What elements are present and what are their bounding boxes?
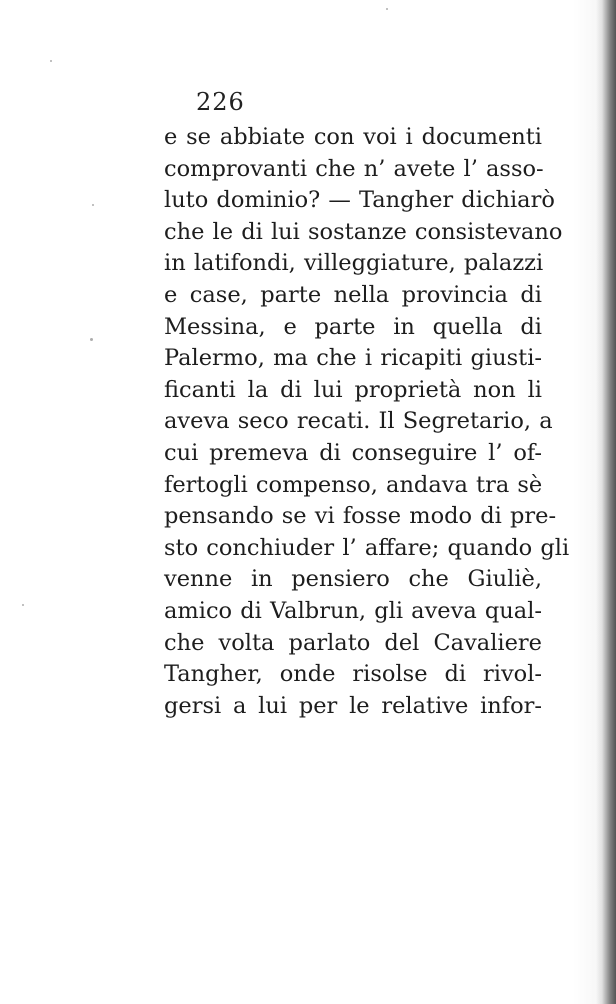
paper-speck — [92, 204, 94, 206]
text-line: amico di Valbrun, gli aveva qual- — [164, 597, 543, 624]
text-line: aveva seco recati. Il Segretario, a — [164, 408, 553, 435]
paper-speck — [90, 338, 93, 341]
paper-speck — [386, 8, 388, 10]
paper-speck — [22, 604, 24, 606]
paper-speck — [50, 60, 52, 62]
text-line: Tangher, onde risolse di rivol- — [164, 661, 542, 688]
text-line: fertogli compenso, andava tra sè — [164, 471, 543, 498]
text-line: Messina, e parte in quella di — [164, 313, 542, 340]
text-line: in latifondi, villeggiature, palazzi — [164, 250, 544, 277]
text-line: comprovanti che n’ avete l’ asso- — [164, 155, 544, 182]
text-line: pensando se vi fosse modo di pre- — [164, 503, 557, 530]
text-line: che le di lui sostanze consistevano — [164, 218, 563, 245]
text-line: venne in pensiero che Giuliè, — [164, 566, 542, 593]
text-line: che volta parlato del Cavaliere — [164, 629, 542, 656]
text-line: ficanti la di lui proprietà non li — [164, 376, 542, 403]
body-text — [164, 122, 570, 722]
text-line: e se abbiate con voi i documenti — [164, 124, 542, 150]
text-line: e case, parte nella provincia di — [164, 281, 542, 308]
binding-edge — [596, 0, 616, 1004]
text-line: luto dominio? — Tangher dichiarò — [164, 187, 555, 214]
page-number: 226 — [196, 88, 245, 116]
text-line: gersi a lui per le relative infor- — [164, 692, 542, 719]
text-line: cui premeva di conseguire l’ of- — [164, 439, 542, 466]
text-line: Palermo, ma che i ricapiti giusti- — [164, 345, 542, 372]
text-line: sto conchiuder l’ affare; quando gli — [164, 534, 570, 561]
